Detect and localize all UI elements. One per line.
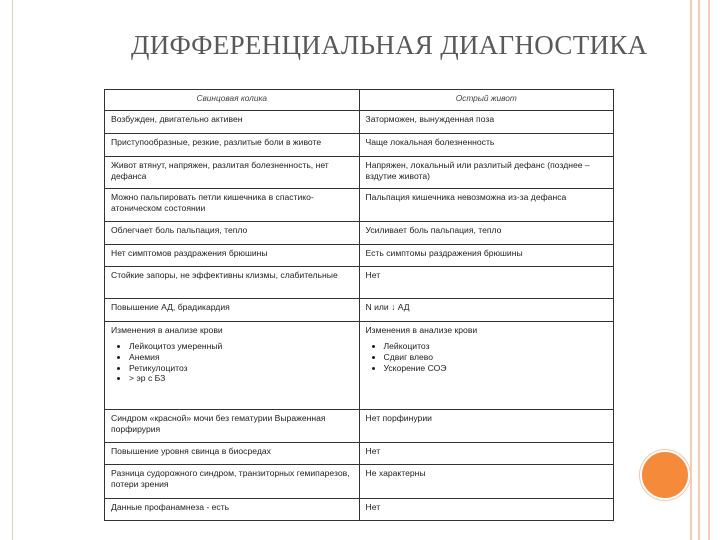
header-left: Свинцовая колика [105,90,360,111]
blood-right-cell [359,322,614,410]
table-row [105,222,614,245]
row-12-right: Не характерны [359,465,614,499]
row-3-right: Напряжен, локальный или разлитый дефанс (позднее – вздутие живота) [359,157,614,189]
slide-title: ДИФФЕРЕНЦИАЛЬНАЯ ДИАГНОСТИКА [131,30,648,60]
blood-left-cell [105,322,360,410]
table-row [105,267,614,299]
row-12-left: Разница судорожного синдром, транзиторных гемипарезов, потери зрения [105,465,360,499]
row-5-left: Облегчает боль пальпация, тепло [105,222,360,245]
list-item: • Лейкоцитоз умеренный [129,341,353,352]
row-13-left: Данные профанамнеза - есть [105,499,360,521]
row-11-left: Повышение уровня свинца в биосредах [105,443,360,465]
header-right: Острый живот [359,90,614,111]
orange-circle-decoration [640,450,690,500]
table-row [105,189,614,222]
frame-line-right-outer [690,0,692,540]
row-3-left: Живот втянут, напряжен, разлитая болезненность, нет дефанса [105,157,360,189]
row-13-right: Нет [359,499,614,521]
table-row [105,499,614,521]
list-item: • Ретикулоцитоз [129,363,353,374]
row-1-left: Возбужден, двигательно активен [105,111,360,134]
list-item: • > эр с БЗ [129,373,353,384]
row-1-right: Заторможен, вынужденная поза [359,111,614,134]
row-8-left: Повышение АД, брадикардия [105,299,360,322]
table-row [105,299,614,322]
table-row-blood [105,322,614,410]
row-11-right: Нет [359,443,614,465]
row-7-right: Нет [359,267,614,299]
comparison-table [104,89,614,521]
list-item: • Сдвиг влево [384,352,608,363]
row-4-right: Пальпация кишечника невозможна из-за дефанса [359,189,614,222]
blood-right-list [366,341,608,373]
row-8-right: N или ↓ АД [359,299,614,322]
frame-line-left [12,0,13,540]
row-5-right: Усиливает боль пальпация, тепло [359,222,614,245]
row-2-left: Приступообразные, резкие, разлитые боли в животе [105,134,360,157]
table-row [105,245,614,267]
frame-line-right-mid [698,0,700,540]
row-10-right: Нет порфинурии [359,410,614,443]
frame-line-right-inner [708,0,710,540]
row-2-right: Чаще локальная болезненность [359,134,614,157]
table-row [105,410,614,443]
table-row [105,157,614,189]
blood-left-list [111,341,353,384]
table-row [105,465,614,499]
table-row [105,443,614,465]
list-item: • Ускорение СОЭ [384,363,608,374]
row-6-left: Нет симптомов раздражения брюшины [105,245,360,267]
list-item: • Анемия [129,352,353,363]
table-row [105,111,614,134]
list-item: • Лейкоцитоз [384,341,608,352]
blood-right-title: Изменения в анализе крови [365,325,478,335]
row-10-left: Синдром «красной» мочи без гематурии Выраженная порфирурия [105,410,360,443]
row-4-left: Можно пальпировать петли кишечника в спастико-атоническом состоянии [105,189,360,222]
blood-left-title: Изменения в анализе крови [111,325,223,335]
row-7-left: Стойкие запоры, не эффективны клизмы, слабительные [105,267,360,299]
table-row [105,134,614,157]
row-6-right: Есть симптомы раздражения брюшины [359,245,614,267]
